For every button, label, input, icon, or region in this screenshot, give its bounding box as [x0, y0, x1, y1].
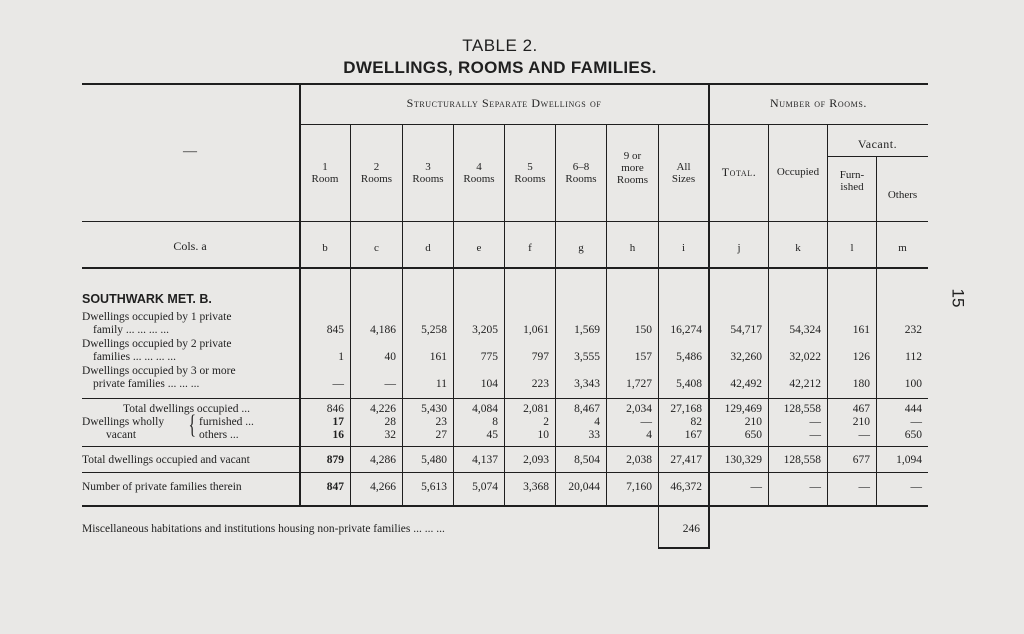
column-letter-c: c	[374, 242, 379, 254]
row3-cell: 42,492	[730, 378, 762, 390]
column-letter-g: g	[578, 242, 584, 254]
column-header-8: All Sizes	[671, 161, 696, 185]
row2-cell: 161	[429, 351, 447, 363]
rule-top	[82, 83, 928, 85]
row1-cell: 1,569	[574, 324, 600, 336]
vacant-furnished-cell: 82	[690, 416, 702, 428]
total-occupied-cell: 467	[852, 403, 870, 415]
families-cell: —	[858, 481, 870, 493]
row1-label-line1: Dwellings occupied by 1 private	[82, 311, 232, 323]
misc-label: Miscellaneous habitations and institutions housing non-private families ... ... ...	[82, 523, 445, 535]
rule-vacant	[827, 156, 928, 157]
total-occupied-cell: 27,168	[670, 403, 702, 415]
vacant-others-cell: 4	[646, 429, 652, 441]
row2-cell: 157	[634, 351, 652, 363]
row3-cell: 1,727	[626, 378, 652, 390]
row1-cell: 845	[326, 324, 344, 336]
row2-cell: 112	[905, 351, 922, 363]
vacant-furnished-cell: 2	[543, 416, 549, 428]
row1-cell: 16,274	[670, 324, 702, 336]
total-occupied-cell: 2,034	[626, 403, 652, 415]
column-letter-i: i	[681, 242, 686, 254]
families-cell: —	[809, 481, 821, 493]
total-all-label: Total dwellings occupied and vacant	[82, 454, 250, 466]
families-cell: —	[750, 481, 762, 493]
row3-cell: 104	[480, 378, 498, 390]
row1-cell: 4,186	[370, 324, 396, 336]
vacant-furnished-cell: —	[809, 416, 821, 428]
header-group-rooms: Number of Rooms.	[769, 96, 868, 110]
row1-cell: 150	[634, 324, 652, 336]
row3-cell: 5,408	[676, 378, 702, 390]
families-cell: 847	[326, 481, 344, 493]
row3-cell: 42,212	[789, 378, 821, 390]
vacant-furnished-cell: 28	[384, 416, 396, 428]
families-cell: 46,372	[670, 481, 702, 493]
column-header-2: 2 Rooms	[360, 161, 393, 185]
vacant-others-cell: 167	[684, 429, 702, 441]
row1-cell: 3,205	[472, 324, 498, 336]
column-letter-e: e	[476, 242, 482, 254]
total-occupied-cell: 2,081	[523, 403, 549, 415]
rule-before-total-all	[82, 446, 928, 447]
families-cell: 5,074	[472, 481, 498, 493]
vline-j	[708, 85, 710, 549]
table-title: DWELLINGS, ROOMS AND FAMILIES.	[343, 58, 657, 77]
table-number: TABLE 2.	[462, 36, 538, 55]
row1-cell: 161	[852, 324, 870, 336]
total-occupied-cell: 846	[326, 403, 344, 415]
total-occupied-cell: 4,226	[370, 403, 396, 415]
row1-cell: 5,258	[421, 324, 447, 336]
cols-label: Cols. a	[173, 239, 207, 253]
furnished-label: furnished ...	[199, 416, 254, 428]
column-header-12: Others	[887, 189, 918, 201]
row3-cell: 100	[904, 378, 922, 390]
rule-misc-box	[658, 547, 710, 549]
vacant-furnished-cell: —	[910, 416, 922, 428]
vacant-others-cell: —	[858, 429, 870, 441]
vacant-others-cell: 27	[435, 429, 447, 441]
header-group-dwellings: Structurally Separate Dwellings of	[406, 96, 602, 110]
total-all-cell: 879	[326, 454, 344, 466]
row3-label-line2: private families ... ... ...	[93, 378, 200, 390]
row2-cell: 32,260	[730, 351, 762, 363]
row2-cell: 32,022	[789, 351, 821, 363]
vacant-others-cell: 32	[384, 429, 396, 441]
row2-label-line1: Dwellings occupied by 2 private	[82, 338, 232, 350]
total-all-cell: 2,038	[626, 454, 652, 466]
total-all-cell: 1,094	[896, 454, 922, 466]
total-all-cell: 4,286	[370, 454, 396, 466]
column-letter-d: d	[425, 242, 431, 254]
column-letter-h: h	[629, 242, 636, 254]
row1-cell: 54,324	[789, 324, 821, 336]
rule-header-bottom	[82, 221, 928, 222]
vacant-furnished-cell: —	[640, 416, 652, 428]
families-cell: 20,044	[568, 481, 600, 493]
column-letter-m: m	[898, 242, 907, 254]
column-header-11: Furn- ished	[839, 169, 865, 193]
total-all-cell: 27,417	[670, 454, 702, 466]
families-cell: 5,613	[421, 481, 447, 493]
row2-cell: 797	[531, 351, 549, 363]
rule-cols	[82, 267, 928, 269]
vacant-others-cell: 650	[744, 429, 762, 441]
vline-k	[768, 124, 769, 505]
row1-cell: 1,061	[523, 324, 549, 336]
vacant-furnished-cell: 4	[594, 416, 600, 428]
vline-label	[299, 85, 301, 505]
vacant-furnished-cell: 210	[852, 416, 870, 428]
row2-cell: 775	[480, 351, 498, 363]
total-all-cell: 5,480	[421, 454, 447, 466]
brace-icon: {	[188, 410, 196, 439]
total-occupied-label: Total dwellings occupied ...	[123, 403, 250, 415]
rule-before-total	[82, 398, 928, 399]
column-letter-f: f	[528, 242, 532, 254]
column-header-3: 3 Rooms	[412, 161, 444, 185]
column-header-10: Occupied	[776, 166, 820, 178]
vacant-others-cell: 16	[332, 429, 344, 441]
families-label: Number of private families therein	[82, 481, 242, 493]
total-occupied-cell: 8,467	[574, 403, 600, 415]
vacant-label-b: vacant	[106, 429, 137, 441]
row1-label-line2: family ... ... ... ...	[93, 324, 170, 336]
misc-value: 246	[682, 523, 700, 535]
vacant-furnished-cell: 8	[492, 416, 498, 428]
total-occupied-cell: 444	[904, 403, 922, 415]
families-cell: 7,160	[626, 481, 652, 493]
column-letter-k: k	[795, 242, 801, 254]
vacant-furnished-cell: 17	[332, 416, 344, 428]
vacant-others-cell: 45	[486, 429, 498, 441]
rule-before-families	[82, 472, 928, 473]
total-all-cell: 2,093	[523, 454, 549, 466]
row3-cell: 223	[531, 378, 549, 390]
column-header-5: 5 Rooms	[514, 161, 546, 185]
vacant-others-cell: —	[809, 429, 821, 441]
total-occupied-cell: 128,558	[783, 403, 821, 415]
header-corner: —	[183, 144, 197, 159]
families-cell: 3,368	[523, 481, 549, 493]
total-all-cell: 128,558	[783, 454, 821, 466]
vacant-label-a: Dwellings wholly	[82, 416, 165, 428]
row3-cell: 180	[852, 378, 870, 390]
total-occupied-cell: 129,469	[724, 403, 762, 415]
row3-cell: 11	[435, 378, 447, 390]
row3-cell: —	[332, 378, 344, 390]
families-cell: —	[910, 481, 922, 493]
row3-label-line1: Dwellings occupied by 3 or more	[82, 365, 236, 377]
row1-cell: 54,717	[730, 324, 762, 336]
row2-cell: 1	[338, 351, 344, 363]
total-all-cell: 130,329	[724, 454, 762, 466]
total-all-cell: 8,504	[574, 454, 600, 466]
total-all-cell: 4,137	[472, 454, 498, 466]
column-header-4: 4 Rooms	[463, 161, 495, 185]
row2-cell: 5,486	[676, 351, 702, 363]
others-label: others ...	[199, 429, 239, 441]
column-header-9: Total.	[721, 165, 757, 179]
column-letter-j: j	[737, 242, 741, 254]
rule-sub-header	[300, 124, 928, 125]
column-header-6: 6–8 Rooms	[565, 161, 597, 185]
row1-cell: 232	[904, 324, 922, 336]
total-occupied-cell: 4,084	[472, 403, 498, 415]
section-title: SOUTHWARK MET. B.	[82, 292, 212, 306]
row3-cell: 3,343	[574, 378, 600, 390]
page-number: 15	[948, 288, 968, 308]
vacant-furnished-cell: 210	[744, 416, 762, 428]
column-letter-l: l	[850, 242, 854, 254]
vacant-others-cell: 10	[537, 429, 549, 441]
vacant-furnished-cell: 23	[435, 416, 447, 428]
families-cell: 4,266	[370, 481, 396, 493]
row2-label-line2: families ... ... ... ...	[93, 351, 177, 363]
row2-cell: 3,555	[574, 351, 600, 363]
column-header-7: 9 or more Rooms	[616, 150, 649, 186]
column-letter-b: b	[322, 242, 328, 254]
total-all-cell: 677	[852, 454, 870, 466]
total-occupied-cell: 5,430	[421, 403, 447, 415]
rule-bottom	[82, 505, 928, 507]
header-vacant: Vacant.	[857, 137, 898, 151]
row3-cell: —	[384, 378, 396, 390]
vacant-others-cell: 650	[904, 429, 922, 441]
row2-cell: 126	[852, 351, 870, 363]
column-header-1: 1 Room	[311, 161, 339, 185]
row2-cell: 40	[384, 351, 396, 363]
vacant-others-cell: 33	[588, 429, 600, 441]
